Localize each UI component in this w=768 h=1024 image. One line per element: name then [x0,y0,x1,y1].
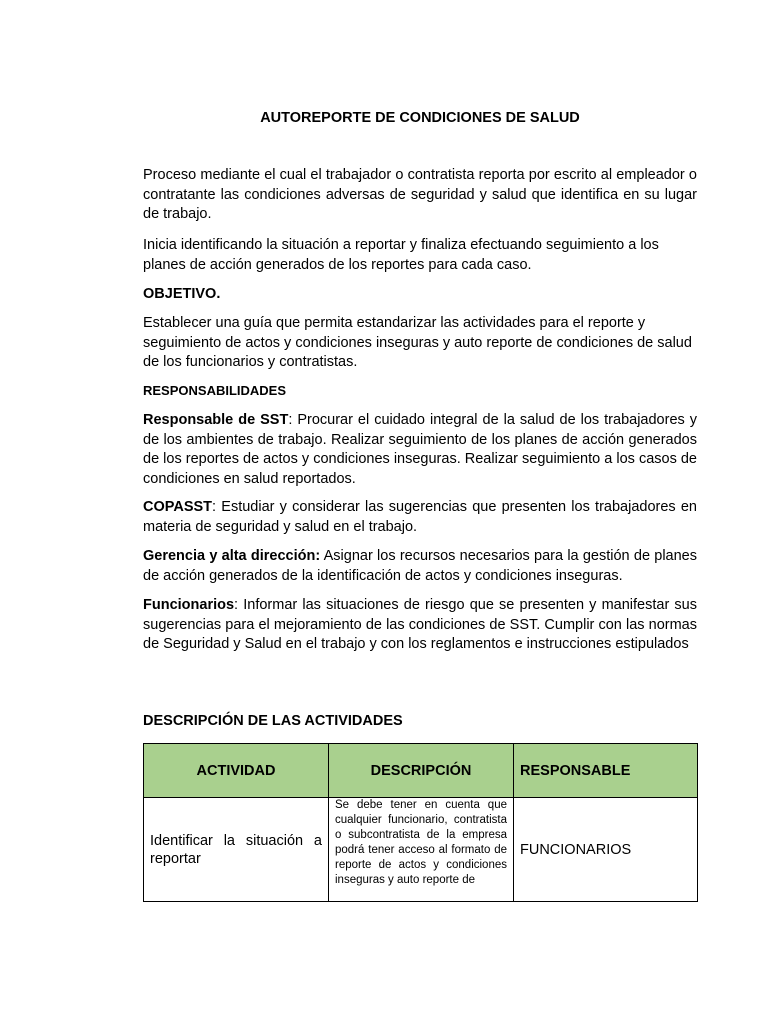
responsabilidad-funcionarios [143,596,697,655]
table-header-row [144,744,698,798]
responsabilidad-text: : Procurar el cuidado integral de la salud de los trabajadores y de los ambientes de trabajo. Realizar seguimiento de los planes de acción generados de los reportes de actos y condiciones inseguras. Realizar seguimiento a los casos de condiciones en salud reportados. [143,412,697,487]
column-header-actividad: ACTIVIDAD [144,744,329,798]
responsabilidad-sst [143,411,697,489]
responsabilidad-label: Gerencia y alta dirección: [143,548,321,564]
document-title: AUTOREPORTE DE CONDICIONES DE SALUD [260,110,580,126]
column-header-responsable: RESPONSABLE [514,744,698,798]
actividades-heading: DESCRIPCIÓN DE LAS ACTIVIDADES [143,713,403,729]
activities-table [143,743,698,902]
objetivo-text: Establecer una guía que permita estandarizar las actividades para el reporte y seguimiento de actos y condiciones inseguras y auto reporte de condiciones de salud de los funcionarios y contratistas. [143,315,692,370]
cell-descripcion [329,798,514,902]
cell-actividad: Identificar la situación a reportar [144,798,329,902]
responsabilidad-label: Responsable de SST [143,412,289,428]
column-header-descripcion: DESCRIPCIÓN [329,744,514,798]
table-row [144,798,698,902]
responsabilidad-label: Funcionarios [143,597,235,613]
responsabilidad-text: : Estudiar y considerar las sugerencias que presenten los trabajadores en materia de seguridad y salud en el trabajo. [143,499,697,535]
responsabilidad-text: Asignar los recursos necesarios para la gestión de planes de acción generados de la identificación de actos y condiciones inseguras. [143,548,697,584]
intro-paragraph-2: Inicia identificando la situación a reportar y finaliza efectuando seguimiento a los planes de acción generados de los reportes para cada caso. [143,237,659,273]
responsabilidad-gerencia [143,547,697,586]
cell-descripcion-text: Se debe tener en cuenta que cualquier funcionario, contratista o subcontratista de la empresa podrá tener acceso al formato de reporte de actos y condiciones inseguras y auto reporte de [335,799,507,886]
intro-paragraph-1: Proceso mediante el cual el trabajador o contratista reporta por escrito al empleador o contratante las condiciones adversas de seguridad y salud que identifica en su lugar de trabajo. [143,167,697,222]
responsabilidades-heading: RESPONSABILIDADES [143,383,287,398]
responsabilidad-label: COPASST [143,499,213,515]
responsabilidad-text: : Informar las situaciones de riesgo que se presenten y manifestar sus sugerencias para el mejoramiento de las condiciones de SST. Cumplir con las normas de Seguridad y Salud en el trabajo y con los reglamentos e instrucciones estipulados [143,597,697,652]
cell-responsable: FUNCIONARIOS [514,798,698,902]
objetivo-heading: OBJETIVO. [143,286,221,302]
responsabilidad-copasst [143,498,697,537]
